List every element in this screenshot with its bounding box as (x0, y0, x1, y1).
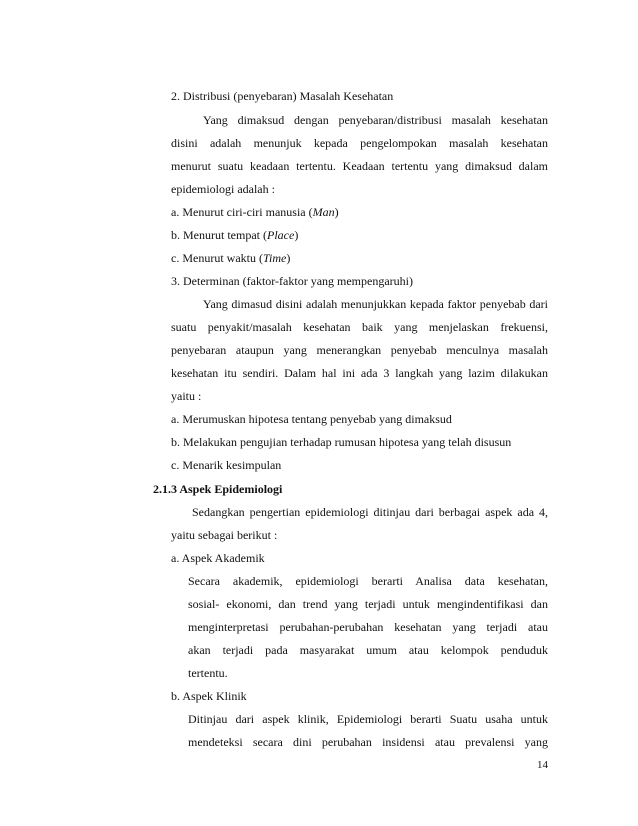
section-3-para-line-1: Yang dimasud disini adalah menunjukkan kepada faktor penyebab dari (203, 297, 548, 311)
aspek-akademik-line-3: menginterpretasi perubahan-perubahan kesehatan yang terjadi atau (188, 620, 548, 634)
section-3-para-line-3: penyebaran ataupun yang menerangkan penyebab menculnya masalah (171, 343, 548, 357)
section-2-para-line-2: disini adalah menunjuk kepada pengelompokan masalah kesehatan (171, 136, 548, 150)
section-2-para-line-3: menurut suatu keadaan tertentu. Keadaan tertentu yang dimaksud dalam (171, 159, 548, 173)
section-2-1-3-intro-line-1: Sedangkan pengertian epidemiologi ditinjau dari berbagai aspek ada 4, (192, 505, 548, 519)
aspek-klinik-label: b. Aspek Klinik (171, 689, 247, 703)
aspek-klinik-line-2: mendeteksi secara dini perubahan insidensi atau prevalensi yang (188, 735, 548, 749)
list-item: b. Menurut tempat (Place) (171, 228, 299, 242)
aspek-akademik-line-4: akan terjadi pada masyarakat umum atau kelompok penduduk (188, 643, 548, 657)
aspek-klinik-line-1: Ditinjau dari aspek klinik, Epidemiologi berarti Suatu usaha untuk (188, 712, 548, 726)
list-item: c. Menarik kesimpulan (171, 458, 282, 472)
section-2-heading: 2. Distribusi (penyebaran) Masalah Kesehatan (171, 89, 394, 103)
aspek-akademik-label: a. Aspek Akademik (171, 551, 265, 565)
section-2-1-3-heading: 2.1.3 Aspek Epidemiologi (153, 482, 283, 496)
section-3-para-line-2: suatu penyakit/masalah kesehatan baik yang menjelaskan frekuensi, (171, 320, 548, 334)
list-item: a. Menurut ciri-ciri manusia (Man) (171, 205, 339, 219)
section-3-para-line-4: kesehatan itu sendiri. Dalam hal ini ada 3 langkah yang lazim dilakukan (171, 366, 548, 380)
section-3-para-line-5: yaitu : (171, 389, 202, 403)
list-item: a. Merumuskan hipotesa tentang penyebab yang dimaksud (171, 412, 452, 426)
list-item: c. Menurut waktu (Time) (171, 251, 291, 265)
section-2-para-line-1: Yang dimaksud dengan penyebaran/distribusi masalah kesehatan (203, 113, 548, 127)
section-2-para-line-4: epidemiologi adalah : (171, 182, 275, 196)
page-number: 14 (537, 759, 548, 771)
section-2-1-3-intro-line-2: yaitu sebagai berikut : (171, 528, 278, 542)
aspek-akademik-line-2: sosial- ekonomi, dan trend yang terjadi untuk mengindentifikasi dan (188, 597, 548, 611)
section-3-heading: 3. Determinan (faktor-faktor yang mempengaruhi) (171, 274, 413, 288)
aspek-akademik-line-1: Secara akademik, epidemiologi berarti Analisa data kesehatan, (188, 574, 548, 588)
aspek-akademik-line-5: tertentu. (188, 666, 228, 680)
list-item: b. Melakukan pengujian terhadap rumusan hipotesa yang telah disusun (171, 435, 512, 449)
